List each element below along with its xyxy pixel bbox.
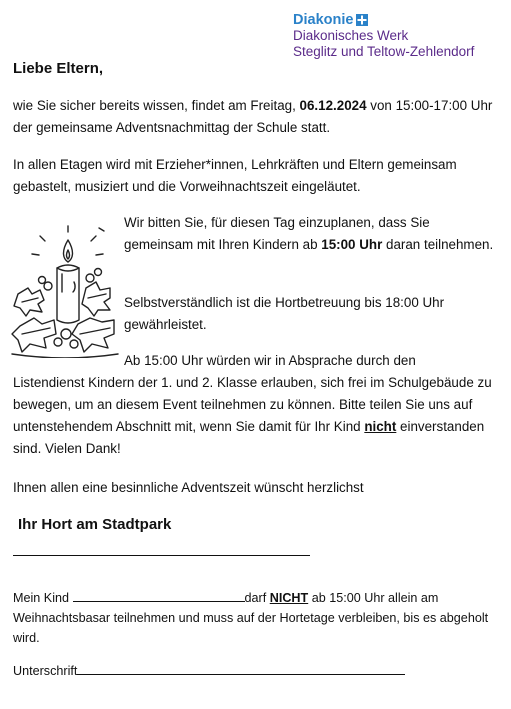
p1-text-b: von 15:00-17:00 Uhr der gemeinsame Adventsnachmittag der Schule statt. [13,98,493,135]
diakonie-logo [293,12,505,60]
p7-text-c: ab 15:00 Uhr allein am Weihnachtsbasar teilnehmen und muss auf der Hortetage verbleiben, bis es abgeholt wird. [13,591,489,645]
advent-candle-icon [10,222,120,358]
child-name-field[interactable] [73,588,245,602]
signature-label: Unterschrift [13,664,78,678]
logo-brand-name: Diakonie [293,12,354,28]
paragraph-care-hours: Selbstverständlich ist die Hortbetreuung bis 18:00 Uhr gewährleistet. [124,295,445,332]
closing-line: Ihnen allen eine besinnliche Adventszeit wünscht herzlichst [13,480,364,495]
start-time: 15:00 Uhr [321,237,383,252]
p5-text-a: Listendienst Kindern der 1. und 2. Klasse erlauben, sich frei im Schulgebäude zu bewegen, um an diesem Event teilnehmen zu können. Bitte teilen Sie uns auf untenstehendem Abschnitt mit, wenn Sie damit für Ihr Kind [13,375,492,434]
p3-text-b: daran teilnehmen. [382,237,494,252]
logo-line-1: Diakonisches Werk [293,28,409,43]
p3-text-a: Wir bitten Sie, für diesen Tag einzuplanen, dass Sie gemeinsam mit Ihren Kindern ab [124,215,430,252]
paragraph-permission [13,372,508,460]
p7-text-b: darf [244,591,270,605]
form-not-emphasis: NICHT [269,591,309,605]
divider-line [13,555,310,556]
signature-field[interactable] [77,661,405,675]
paragraph-permission-line1: Ab 15:00 Uhr würden wir in Absprache durch den [124,353,416,368]
p7-text-a: Mein Kind [13,591,73,605]
paragraph-activities: In allen Etagen wird mit Erzieher*innen, Lehrkräften und Eltern gemeinsam gebastelt, musiziert und die Vorweihnachtszeit eingeläutet. [13,157,457,194]
p5-text-b: einverstanden sind. Vielen Dank! [13,419,485,456]
paragraph-participation [124,212,496,256]
signature-name: Ihr Hort am Stadtpark [18,516,172,533]
consent-form-text [13,588,505,648]
event-date: 06.12.2024 [299,98,367,113]
diakonie-cross-icon [356,14,368,26]
greeting: Liebe Eltern, [13,60,104,77]
signature-line [13,661,405,681]
paragraph-date [13,95,503,139]
not-emphasis: nicht [364,419,397,434]
p1-text-a: wie Sie sicher bereits wissen, findet am Freitag, [13,98,300,113]
logo-line-2: Steglitz und Teltow-Zehlendorf [293,44,475,59]
